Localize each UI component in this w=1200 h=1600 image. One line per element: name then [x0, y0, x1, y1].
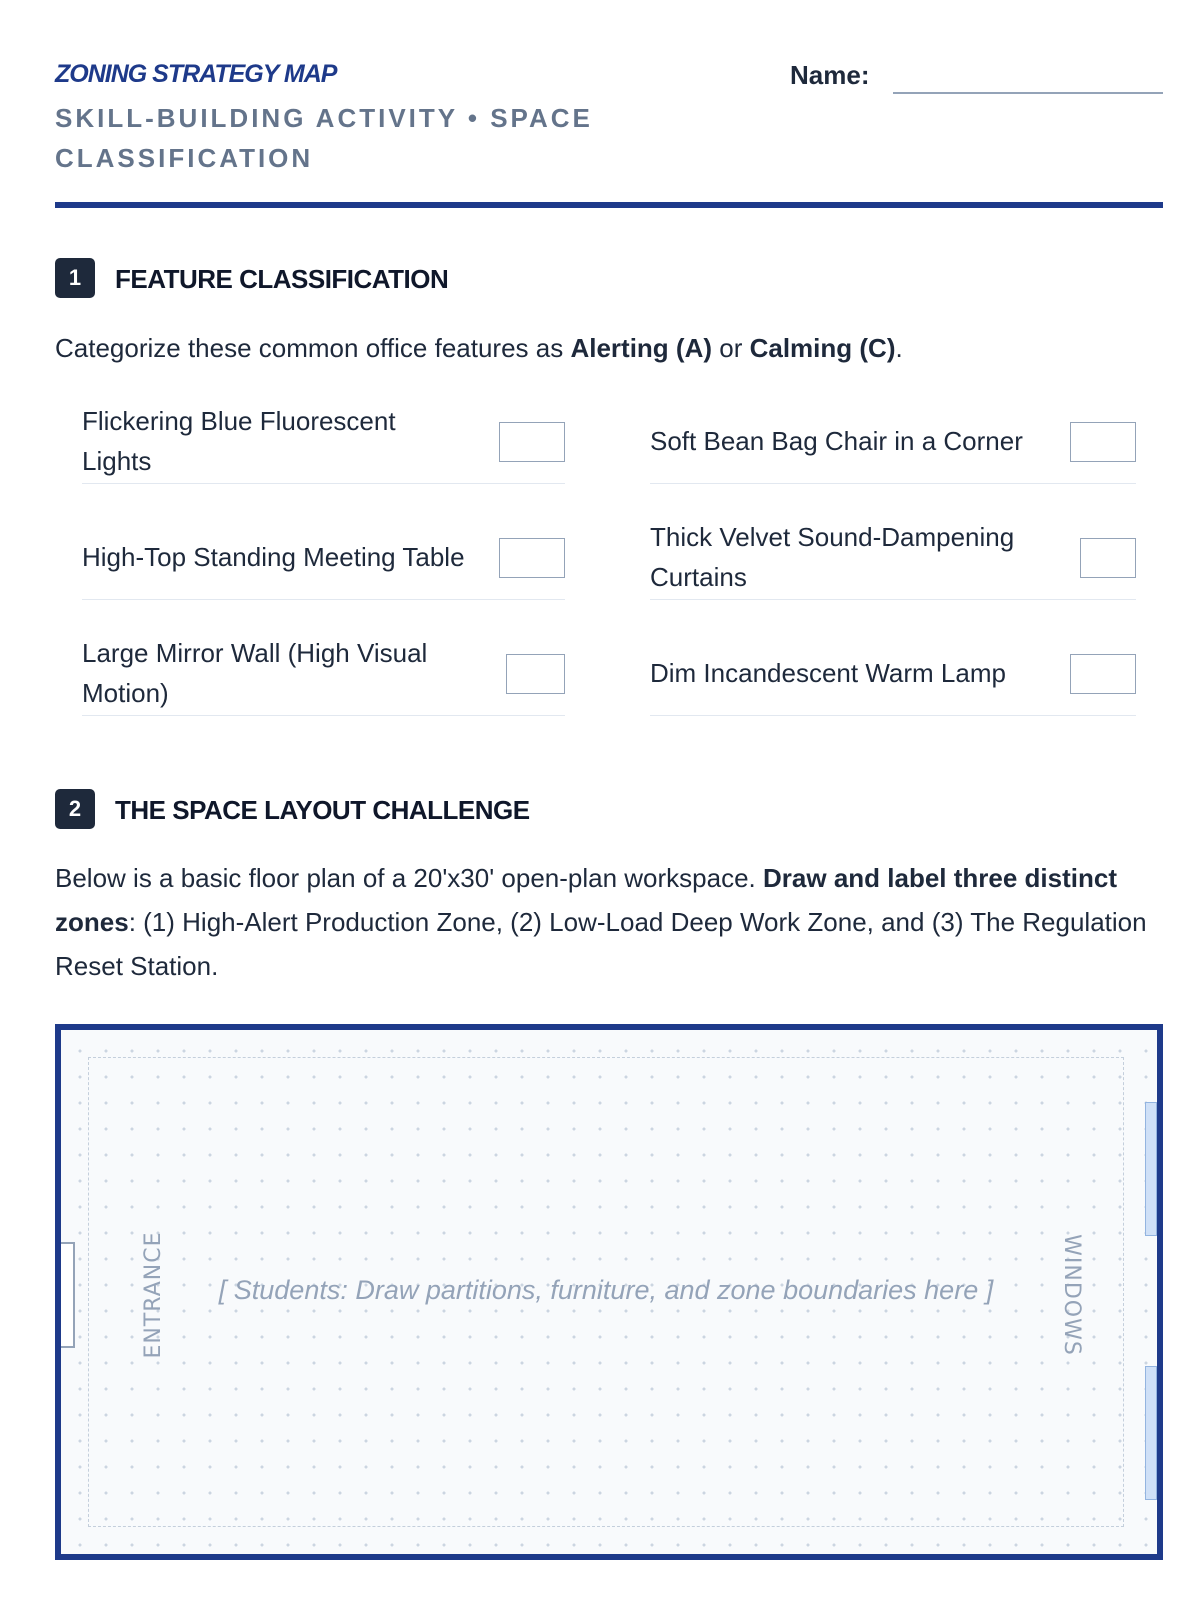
feature-item [650, 516, 1136, 600]
instructions-prefix: Categorize these common office features as [55, 333, 571, 363]
entrance-door [61, 1242, 75, 1348]
section-1-title: FEATURE CLASSIFICATION [115, 264, 449, 294]
worksheet-header [55, 52, 1163, 208]
classification-answer-box[interactable] [1070, 422, 1136, 462]
classification-answer-box[interactable] [499, 538, 565, 578]
name-label: Name: [790, 60, 870, 90]
classification-answer-box[interactable] [506, 654, 565, 694]
feature-item [650, 632, 1136, 716]
feature-item [82, 400, 565, 484]
worksheet-subtitle: SKILL-BUILDING ACTIVITY • SPACE CLASSIFICATION [55, 103, 593, 173]
feature-label: Thick Velvet Sound-Dampening Curtains [650, 522, 1015, 592]
feature-label: High-Top Standing Meeting Table [82, 542, 465, 572]
section-2-number: 2 [55, 789, 95, 829]
worksheet-title: ZONING STRATEGY MAP [55, 60, 337, 88]
instructions-or: or [712, 333, 750, 363]
feature-label: Large Mirror Wall (High Visual Motion) [82, 638, 428, 708]
alerting-term: Alerting (A) [570, 333, 713, 363]
classification-answer-box[interactable] [499, 422, 565, 462]
drawing-hint: [ Students: Draw partitions, furniture, and zone boundaries here ] [218, 1275, 994, 1305]
entrance-label: ENTRANCE [141, 1231, 166, 1359]
window-segment [1145, 1366, 1157, 1500]
feature-item [82, 632, 565, 716]
instructions-suffix: : (1) High-Alert Production Zone, (2) Low-Load Deep Work Zone, and (3) The Regulation Reset Station. [55, 907, 1147, 981]
instructions-emphasis: Draw and label three distinct zones [55, 863, 1117, 937]
instructions-suffix: . [895, 333, 903, 363]
feature-label: Flickering Blue Fluorescent Lights [82, 406, 396, 476]
feature-item [650, 400, 1136, 484]
section-2-instructions [55, 856, 1165, 988]
calming-term: Calming (C) [749, 333, 896, 363]
instructions-prefix: Below is a basic floor plan of a 20'x30' open-plan workspace. [55, 863, 764, 893]
feature-label: Dim Incandescent Warm Lamp [650, 658, 1006, 688]
feature-label: Soft Bean Bag Chair in a Corner [650, 426, 1023, 456]
floor-plan-canvas[interactable] [55, 1024, 1163, 1560]
classification-answer-box[interactable] [1070, 654, 1136, 694]
window-segment [1145, 1102, 1157, 1236]
classification-answer-box[interactable] [1080, 538, 1136, 578]
name-field[interactable] [893, 92, 1163, 94]
feature-item [82, 516, 565, 600]
section-1-number: 1 [55, 258, 95, 298]
windows-label: WINDOWS [1059, 1234, 1084, 1356]
section-1-instructions [55, 333, 903, 364]
section-2-title: THE SPACE LAYOUT CHALLENGE [115, 795, 530, 825]
